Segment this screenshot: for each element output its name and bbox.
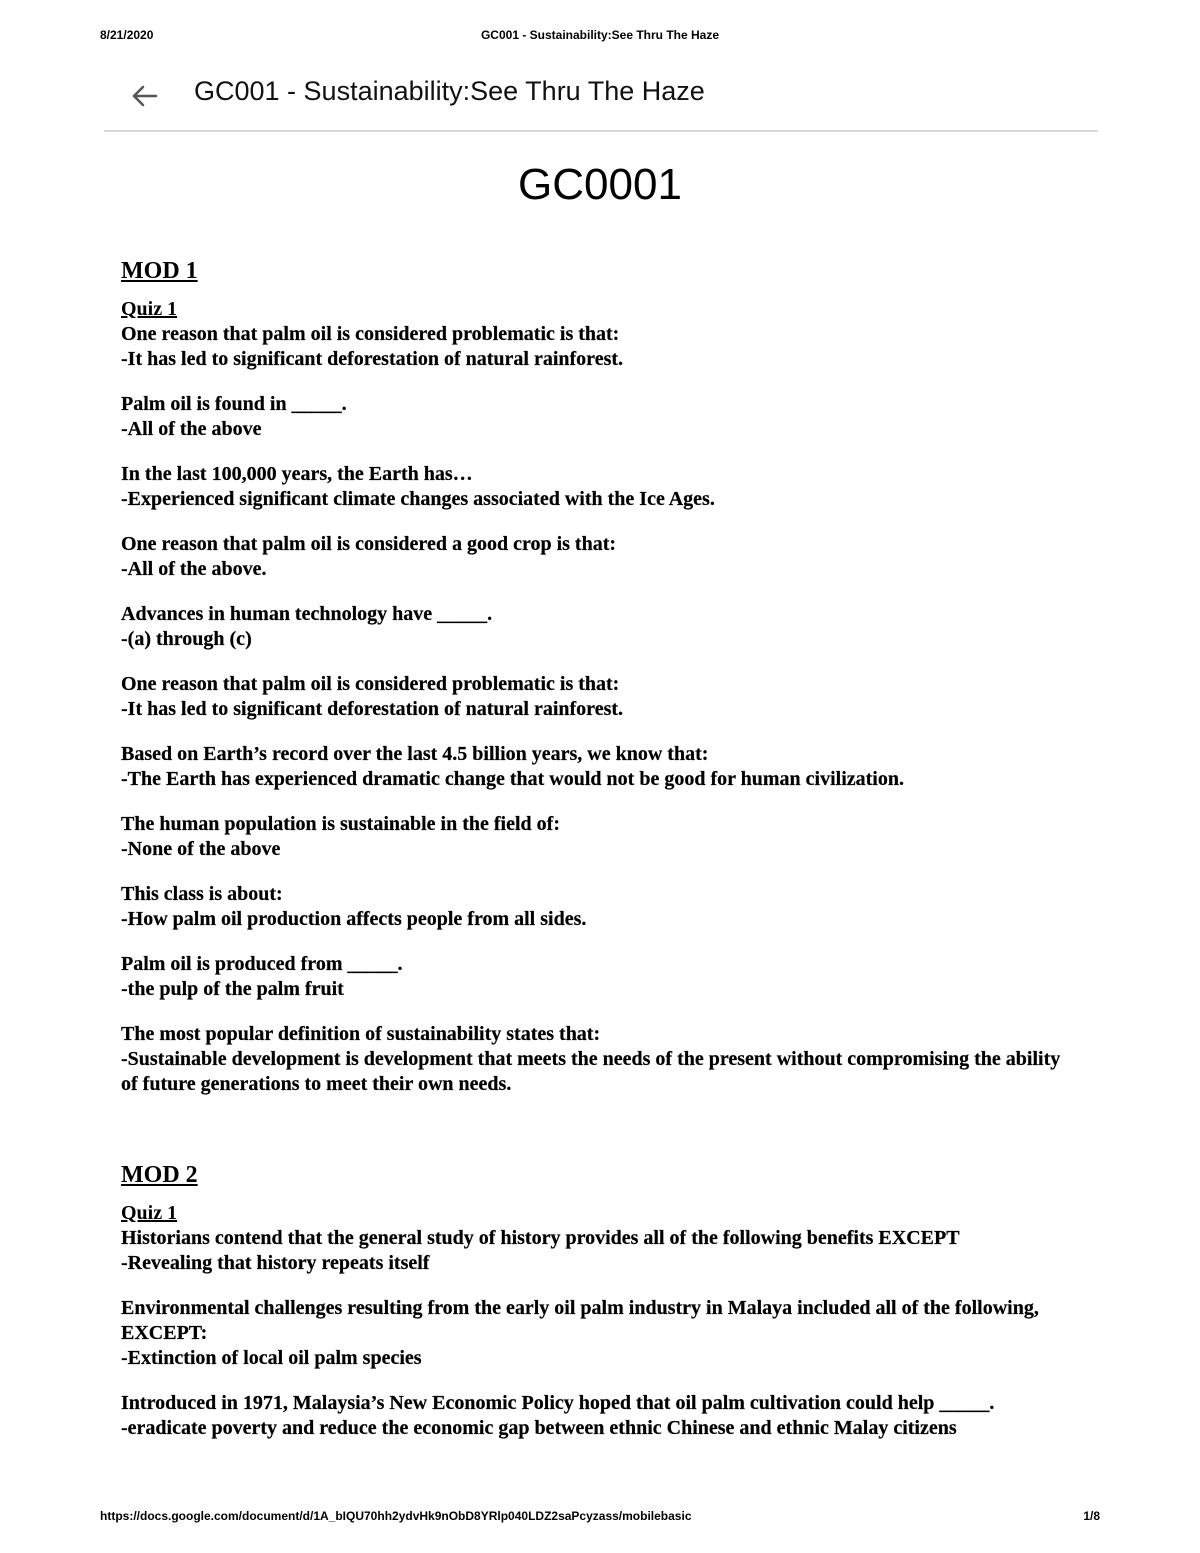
answer: -The Earth has experienced dramatic change that would not be good for human civilization. (121, 768, 904, 790)
answer: -eradicate poverty and reduce the economic gap between ethnic Chinese and ethnic Malay citizens (121, 1417, 957, 1439)
question: Palm oil is produced from _____. (121, 953, 403, 975)
document-title: GC001 - Sustainability:See Thru The Haze (194, 76, 705, 106)
question: The most popular definition of sustainability states that: (121, 1023, 601, 1045)
print-footer (100, 1509, 1100, 1527)
answer: -Experienced significant climate changes associated with the Ice Ages. (121, 488, 715, 510)
mod-2-section (121, 1159, 1061, 1441)
quiz-heading: Quiz 1 (121, 298, 178, 320)
question: Historians contend that the general study of history provides all of the following benefits EXCEPT (121, 1227, 960, 1249)
qa-item (121, 322, 1061, 372)
arrow-left-icon[interactable] (126, 78, 162, 114)
answer: -All of the above (121, 418, 262, 440)
answer: -Extinction of local oil palm species (121, 1347, 422, 1369)
print-date: 8/21/2020 (100, 28, 154, 42)
print-header (100, 28, 1100, 46)
qa-item (121, 1022, 1061, 1097)
answer: -All of the above. (121, 558, 267, 580)
page-title: GC0001 (518, 160, 682, 209)
qa-item (121, 882, 1061, 932)
question: The human population is sustainable in the field of: (121, 813, 560, 835)
qa-item (121, 952, 1061, 1002)
answer: -How palm oil production affects people from all sides. (121, 908, 587, 930)
mod-1-section (121, 255, 1061, 1097)
qa-item (121, 672, 1061, 722)
question: Environmental challenges resulting from the early oil palm industry in Malaya included all of the following, EXCEPT: (121, 1297, 1039, 1344)
question: One reason that palm oil is considered a good crop is that: (121, 533, 617, 555)
question: Advances in human technology have _____. (121, 603, 493, 625)
quiz-heading: Quiz 1 (121, 1202, 178, 1224)
answer: -It has led to significant deforestation of natural rainforest. (121, 348, 624, 370)
print-url: https://docs.google.com/document/d/1A_bIQU70hh2ydvHk9nObD8YRlp040LDZ2saPcyzass/mobilebasic (100, 1509, 692, 1523)
document-header (104, 70, 1098, 132)
question: This class is about: (121, 883, 283, 905)
question: Introduced in 1971, Malaysia’s New Economic Policy hoped that oil palm cultivation could help _____. (121, 1392, 995, 1414)
question: Palm oil is found in _____. (121, 393, 347, 415)
answer: -None of the above (121, 838, 281, 860)
answer: -Sustainable development is development that meets the needs of the present without compromising the ability of future generations to meet their own needs. (121, 1048, 1061, 1095)
qa-item (121, 812, 1061, 862)
question: One reason that palm oil is considered problematic is that: (121, 323, 620, 345)
mod-heading: MOD 1 (121, 258, 198, 284)
question: One reason that palm oil is considered problematic is that: (121, 673, 620, 695)
qa-item (121, 462, 1061, 512)
print-title: GC001 - Sustainability:See Thru The Haze (480, 28, 720, 42)
qa-item (121, 532, 1061, 582)
qa-item (121, 392, 1061, 442)
document-body (121, 255, 1061, 1461)
qa-item (121, 1296, 1061, 1371)
question: Based on Earth’s record over the last 4.5 billion years, we know that: (121, 743, 709, 765)
qa-item (121, 1226, 1061, 1276)
question: In the last 100,000 years, the Earth has… (121, 463, 473, 485)
mod-heading: MOD 2 (121, 1162, 198, 1188)
answer: -(a) through (c) (121, 628, 252, 650)
answer: -the pulp of the palm fruit (121, 978, 344, 1000)
answer: -It has led to significant deforestation of natural rainforest. (121, 698, 624, 720)
qa-item (121, 742, 1061, 792)
page-number: 1/8 (1083, 1509, 1100, 1523)
answer: -Revealing that history repeats itself (121, 1252, 430, 1274)
qa-item (121, 1391, 1061, 1441)
qa-item (121, 602, 1061, 652)
